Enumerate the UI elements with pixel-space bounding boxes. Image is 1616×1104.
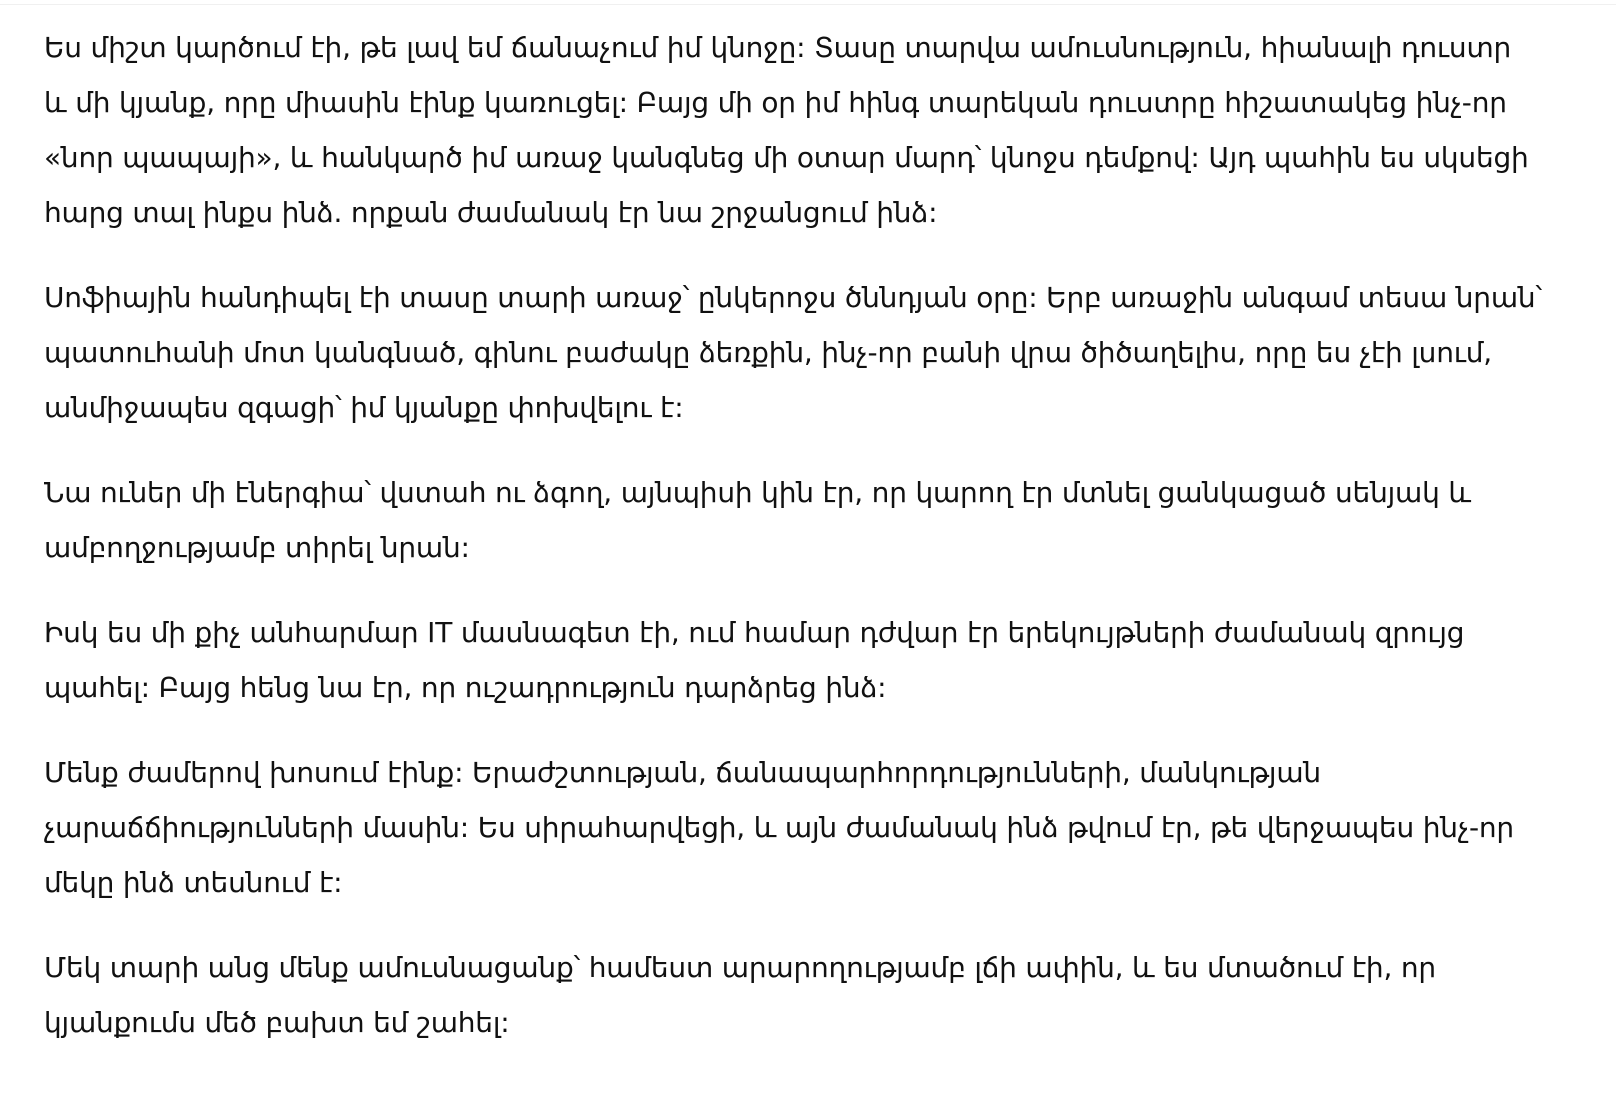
paragraph-2: Սոֆիային հանդիպել էի տասը տարի առաջ՝ ընկերոջս ծննդյան օրը: Երբ առաջին անգամ տեսա նրան՝ պատուհանի մոտ կանգնած, գինու բաժակը ձեռքին, ինչ-որ բանի վրա ծիծաղելիս, որը ես չէի լսում, անմիջապես զգացի՝ իմ կյանքը փոխվելու է: [44,281,1542,424]
paragraph-5: Մենք ժամերով խոսում էինք: Երաժշտության, ճանապարհորդությունների, մանկության չարաճճիությունների մասին: Ես սիրահարվեցի, և այն ժամանակ ինձ թվում էր, թե վերջապես ինչ-որ մեկը ինձ տեսնում է: [44,756,1514,899]
paragraph-6: Մեկ տարի անց մենք ամուսնացանք՝ համեստ արարողությամբ լճի ափին, և ես մտածում էի, որ կյանքումս մեծ բախտ եմ շահել: [44,951,1436,1039]
story-text [44,20,1584,1080]
top-divider [0,4,1616,5]
paragraph-3: Նա ուներ մի էներգիա՝ վստահ ու ձգող, այնպիսի կին էր, որ կարող էր մտնել ցանկացած սենյակ և ամբողջությամբ տիրել նրան: [44,476,1471,564]
paragraph-1: Ես միշտ կարծում էի, թե լավ եմ ճանաչում իմ կնոջը: Տասը տարվա ամուսնություն, հիանալի դուստր և մի կյանք, որը միասին էինք կառուցել: Բայց մի օր իմ հինգ տարեկան դուստրը հիշատակեց ինչ-որ «նոր պապայի», և հանկարծ իմ առաջ կանգնեց մի օտար մարդ՝ կնոջս դեմքով: Այդ պահին ես սկսեցի հարց տալ ինքս ինձ. որքան ժամանակ էր նա շրջանցում ինձ: [44,31,1529,229]
paragraph-4: Իսկ ես մի քիչ անհարմար IT մասնագետ էի, ում համար դժվար էր երեկույթների ժամանակ զրույց պահել: Բայց հենց նա էր, որ ուշադրություն դարձրեց ինձ: [44,616,1465,704]
